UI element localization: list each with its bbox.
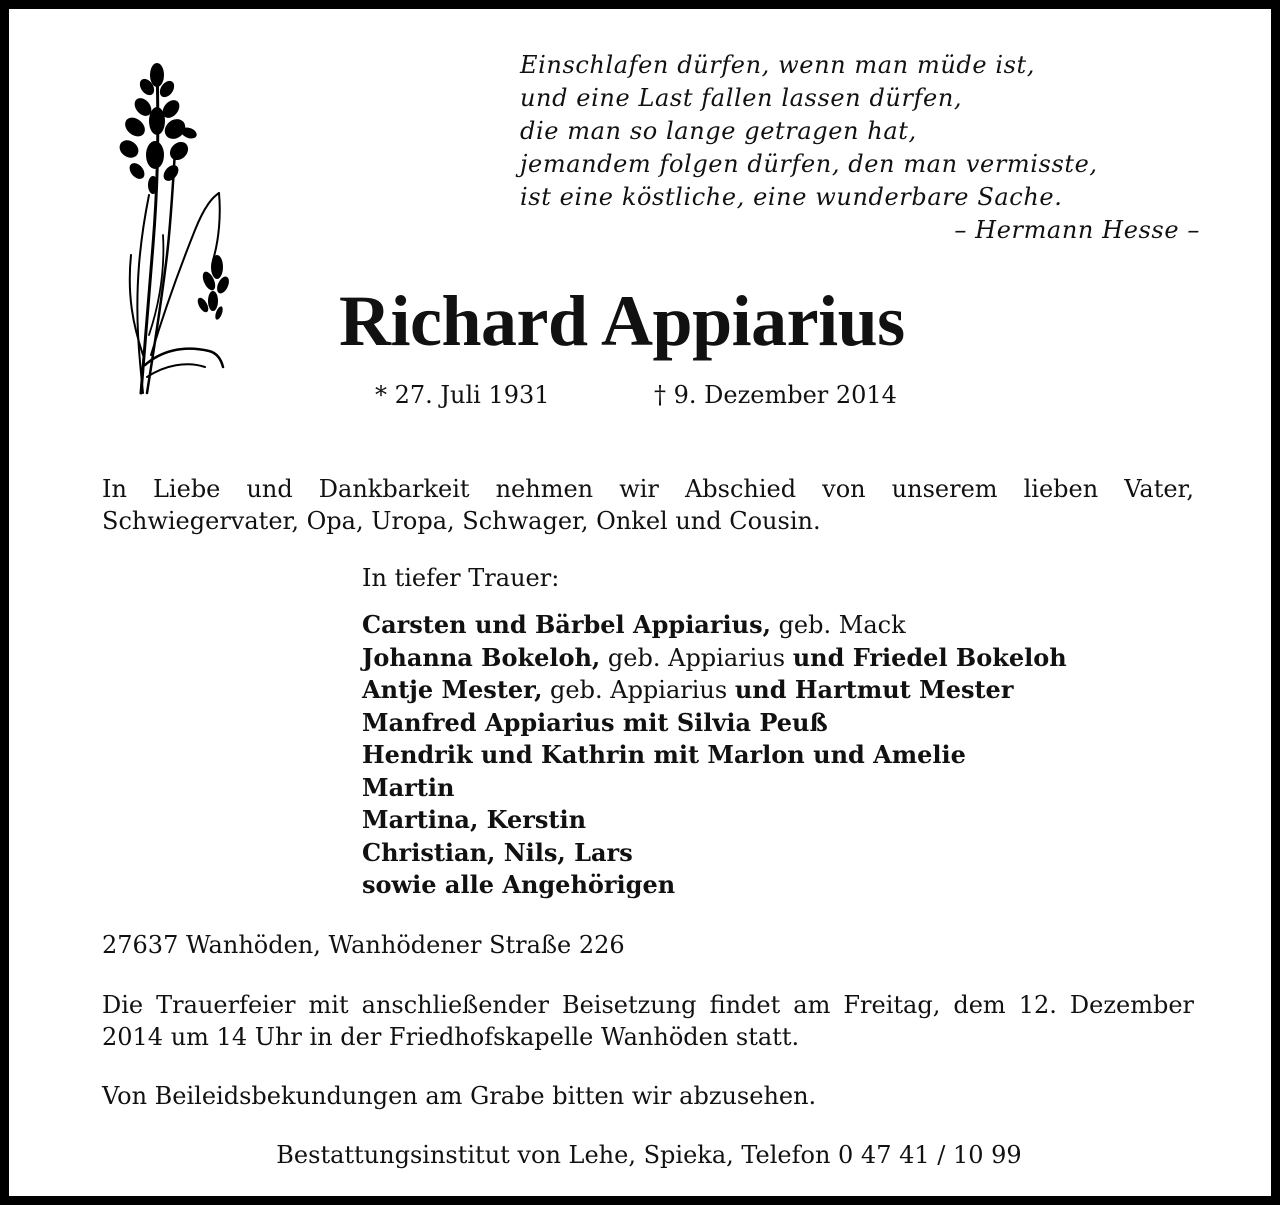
mourner-line xyxy=(362,674,1067,707)
death-date: † 9. Dezember 2014 xyxy=(654,381,897,409)
undertaker-info: Bestattungsinstitut von Lehe, Spieka, Telefon 0 47 41 / 10 99 xyxy=(276,1141,1022,1169)
mourner-line: Hendrik und Kathrin mit Marlon und Amelie xyxy=(362,740,966,769)
mourners-list xyxy=(362,609,1067,902)
intro-text: In Liebe und Dankbarkeit nehmen wir Abschied von unserem lieben Vater, Schwiegervater, Opa, Uropa, Schwager, Onkel und Cousin. xyxy=(102,475,1194,535)
mourner-name: und Friedel Bokeloh xyxy=(792,642,1067,672)
mourner-line: Martina, Kerstin xyxy=(362,805,587,834)
mourner-name: Johanna Bokeloh, xyxy=(362,642,601,672)
address: 27637 Wanhöden, Wanhödener Straße 226 xyxy=(102,931,625,959)
mourner-line: sowie alle Angehörigen xyxy=(362,870,676,899)
ceremony-text: Die Trauerfeier mit anschließender Beisetzung findet am Freitag, dem 12. Dezember 2014 um 14 Uhr in der Friedhofskapelle Wanhöden statt. xyxy=(102,991,1194,1051)
deceased-name: Richard Appiarius xyxy=(339,281,905,361)
poem-line: Einschlafen dürfen, wenn man müde ist, xyxy=(520,51,1036,79)
poem-quote xyxy=(520,49,1200,247)
birth-date: * 27. Juli 1931 xyxy=(375,381,550,409)
mourner-line: Martin xyxy=(362,772,455,802)
poem-line: und eine Last fallen lassen dürfen, xyxy=(520,84,963,112)
mourner-line xyxy=(362,609,1067,642)
condolence-text: Von Beileidsbekundungen am Grabe bitten wir abzusehen. xyxy=(102,1082,817,1110)
mourner-name: Carsten und Bärbel Appiarius, xyxy=(362,610,771,639)
poem-author: – Hermann Hesse – xyxy=(954,216,1200,244)
grass-stalk-icon xyxy=(113,55,237,400)
mourner-name: Antje Mester, xyxy=(362,675,543,704)
mourner-note: geb. Mack xyxy=(770,611,906,639)
mourner-line xyxy=(362,642,1067,675)
mourner-line: Christian, Nils, Lars xyxy=(362,837,633,867)
poem-line: die man so lange getragen hat, xyxy=(520,117,917,145)
mourner-note: geb. Appiarius xyxy=(600,643,793,672)
mourner-note: geb. Appiarius xyxy=(542,676,735,704)
mourning-label: In tiefer Trauer: xyxy=(362,564,560,592)
poem-line: ist eine köstliche, eine wunderbare Sache. xyxy=(520,183,1063,211)
mourner-line: Manfred Appiarius mit Silvia Peuß xyxy=(362,707,828,737)
poem-line: jemandem folgen dürfen, den man vermisste, xyxy=(520,150,1098,178)
mourner-name: und Hartmut Mester xyxy=(734,675,1014,704)
